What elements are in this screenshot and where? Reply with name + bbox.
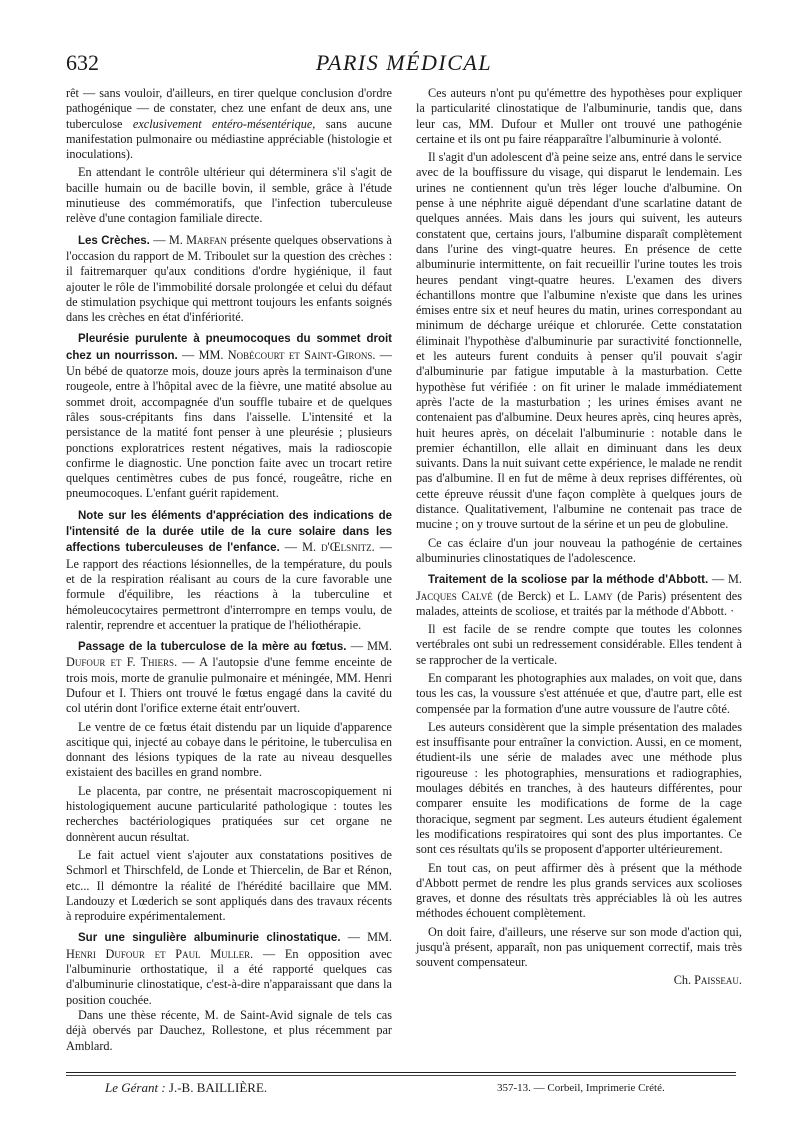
section-albuminurie [66, 930, 392, 1007]
paragraph: Dans une thèse récente, M. de Saint-Avid signale de tels cas déjà obervés par Dauchez, Rollestone, et plus récemment par Amblard. [66, 1007, 392, 1053]
author-name: Dufour et F. Thiers [66, 655, 175, 670]
section-title: Note sur les éléments d'appréciation des indications de l'intensité de la durée utile de la cure solaire dans les affections tuberculeuses de l'enfance. [66, 509, 392, 555]
paragraph: Il s'agit d'un adolescent d'à peine seize ans, entré dans le service avec de la bouffissure du visage, qui disparut le lendemain. Les urines ne contiennent qu'un très léger louche d'albumine. On pense à une néphrite aiguë dépendant d'une scarlatine datant de quelques années. Mais dans les jours qui suivent, les auteurs constatent que, certains jours, l'albumine disparaît complètement dans l'urine des vingt-quatre heures. En présence de cette albuminurie intermittente, on fait recueillir l'urine toutes les trois heures pendant vingt-quatre heures. L'examen des divers échantillons montre que l'albumine n'existe que dans les urines émises entre six et neuf heures du matin, urines correspondant au minimum de décharge uréique et chlorurée. Cette constatation éliminait l'hypothèse d'albuminurie par suractivité fonctionnelle, et les auteurs furent conduits à penser qu'il pouvait s'agir d'albuminurie par fatigue imputable à la masturbation. Cette hypothèse fut vérifiée : on fit uriner le malade immédiatement après l'acte de la masturbation ; les urines émises avant ne contenaient pas d'albumine. Deux heures après, cinq heures après, huit heures après, on décelait l'albuminurie : notable dans le premier échantillon, elle allait en diminuant dans les deux suivants. Dans la nuit suivant cette expérience, le malade ne rendit pas d'albumine. Il en fut de même à deux reprises différentes, où cette épreuve réussit d'une façon complète à quelques jours de distance. Qualitativement, l'albumine ne contenait pas trace de mucine ; on y trouve surtout de la sérine et un peu de globuline. [416, 150, 742, 532]
signature-prefix: Ch. [673, 972, 695, 987]
author-name: Nobécourt et Saint-Girons [227, 347, 373, 362]
paragraph: Ces auteurs n'ont pu qu'émettre des hypothèses pour expliquer la particularité clinostatique de l'albuminurie, tandis que, dans leur cas, MM. Dufour et Muller ont trouvé une pathogénie certaine et ils ont pu faire réapparaître l'albuminurie à volonté. [416, 86, 742, 146]
footer-printer: 357-13. — Corbeil, Imprimerie Crété. [497, 1082, 665, 1094]
author-name: Jacques Calvé [416, 588, 493, 603]
paragraph: Le fait actuel vient s'ajouter aux constatations positives de Schmorl et Thirschfeld, de Londe et Thiercelin, de Bar et Rénon, etc... Il démontre la réalité de l'hérédité bacillaire que MM. Landouzy et Lœderich se sont appliqués dans des travaux récents à reproduire expérimentalement. [66, 847, 392, 924]
section-note-cure-solaire [66, 508, 392, 633]
left-column [66, 86, 392, 1054]
section-title: Sur une singulière albuminurie clinostatique. [78, 932, 341, 945]
text-run: (de Paris) présentent des malades, atteints de scoliose, et traités par la méthode d'Abbott. · [416, 588, 743, 618]
text-run: . — Le rapport des réactions lésionnelles, de la température, du pouls et de la respiration réalisant au cours de la cure favorable une formule d'équilibre, les réactions à la tuberculine et hémoleucocytaires permettront d'interrompre en temps voulu, de ralentir, reprendre et accentuer la pratique de l'héliothérapie. [66, 540, 392, 632]
author-name: Marfan [186, 232, 227, 247]
footer-rule [66, 1072, 736, 1073]
text-run: — MM. [346, 639, 392, 654]
author-name: Lamy [584, 588, 613, 603]
text-run: présente quelques observations à l'occasion du rapport de M. Triboulet sur la question des crèches : il faitremarquer qu'aux conditions d'ordre hygiénique, il faut ajouter le rôle de l'immobilité dorsale prolongée et celui du défaut de stimulation psychique qui mettront toujours les enfants soignés dans les crèches en état d'infériorité. [66, 232, 392, 325]
section-pleuresie [66, 331, 392, 501]
text-run: sans aucune manifestation pulmonaire ou médiastine appréciable (histologie et inoculations). [66, 116, 392, 162]
section-title: Pleurésie purulente à pneumocoques du sommet droit chez un nourrisson. [66, 333, 392, 362]
page-number: 632 [66, 50, 99, 75]
section-scoliose [416, 572, 742, 619]
text-run: — MM. [177, 347, 228, 362]
paragraph: En attendant le contrôle ultérieur qui déterminera s'il s'agit de bacille humain ou de bacille bovin, il semble, grâce à l'étude minutieuse des commémoratifs, que l'infection tuberculeuse relève d'une contagion familiale directe. [66, 165, 392, 226]
footer-gerant [105, 1080, 267, 1096]
paragraph: Le placenta, par contre, ne présentait macroscopiquement ni histologiquement aucune particularité pathologique : toutes les recherches bactériologiques pratiquées sur cet organe ne donnèrent aucun résultat. [66, 783, 392, 844]
paragraph: Le ventre de ce fœtus était distendu par un liquide d'apparence ascitique qui, injecté au cobaye dans le péritoine, le tuberculisa en donnant des lésions typiques de la rate au niveau desquelles existaient des bacilles en grand nombre. [66, 719, 392, 780]
signature-name: Paisseau. [694, 972, 742, 987]
text-run: (de Berck) et L. [492, 588, 585, 603]
text-run: . — Un bébé de quatorze mois, douze jours après la terminaison d'une rougeole, entre à l'hôpital avec de la fièvre, une matité absolue au sommet droit, accompagnée d'un souffle tubaire et de quelques râles sous-crépitants fins dans l'aisselle. L'intensité et la persistance de la matité font penser à une pleurésie ; plusieurs ponctions exploratrices restent négatives, mais la radioscopie confirme le diagnostic. Une ponction faite avec un trocart retire quelques centimètres cubes de pus foncé, rougeâtre, riche en pneumocoques. L'enfant guérit rapidement. [66, 347, 392, 501]
paragraph: En comparant les photographies aux malades, on voit que, dans tous les cas, la voussure s'est atténuée et que, d'autre part, elle est compensée par la formation d'une autre voussure de l'autre côté. [416, 670, 742, 716]
right-column [416, 86, 742, 988]
emphasis-text: exclusivement entéro-mésentérique, [132, 116, 316, 131]
paragraph: Il est facile de se rendre compte que toutes les colonnes vertébrales ont subi un redressement considérable. Elles tendent à se rapprocher de la verticale. [416, 622, 742, 667]
text-run: rêt — sans vouloir, d'ailleurs, en tirer quelque conclusion d'ordre pathogénique — de constater, chez une enfant de deux ans, une tuberculose [66, 86, 392, 131]
footer-rule-thin [66, 1075, 736, 1076]
text-run: — M. [708, 572, 742, 587]
paragraph: On doit faire, d'ailleurs, une réserve sur son mode d'action qui, jusqu'à présent, apparaît, non pas uniquement correctif, mais très souvent compensateur. [416, 924, 742, 970]
text-run: — MM. [340, 930, 392, 945]
section-title: Les Crèches. [78, 234, 150, 247]
gerant-label: Le Gérant : [105, 1080, 166, 1095]
text-run: — M. [149, 232, 187, 247]
author-name: Henri Dufour et Paul Muller [66, 946, 251, 961]
page-header [66, 50, 742, 80]
signature [416, 973, 742, 988]
intro-paragraph [66, 86, 392, 162]
author-name: d'Œlsnitz [321, 540, 372, 555]
paragraph: Ce cas éclaire d'un jour nouveau la pathogénie de certaines albuminuries clinostatiques de l'adolescence. [416, 535, 742, 565]
journal-title: PARIS MÉDICAL [315, 50, 493, 75]
paragraph: Les auteurs considèrent que la simple présentation des malades est insuffisante pour entraîner la conviction. Aussi, en ce moment, étudient-ils une série de malades avec une méthode plus rigoureuse : les photographies, mensurations et radiographies, moulages débités en tranches, à des hauteurs différentes, pour comparer ensuite les modifications de forme de la cage thoracique, segment par segment. Les auteurs étudient également les modifications respiratoires qui sont des plus importantes. Ce sont ces résultats qu'ils se proposent d'apporter ultérieurement. [416, 719, 742, 857]
text-run: — M. [279, 540, 322, 555]
paragraph: En tout cas, on peut affirmer dès à présent que la méthode d'Abbott permet de rendre les plus grands services aux scolioses graves, et donne des résultats très appréciables là où les autres méthodes échouent complètement. [416, 860, 742, 921]
text-run: . — A l'autopsie d'une femme enceinte de trois mois, morte de granulie pulmonaire et méningée, MM. Henri Dufour et I. Thiers ont trouvé le fœtus engagé dans la cavité du col utérin dont l'orifice externe était entr'ouvert. [66, 655, 392, 716]
gerant-name: J.-B. BAILLIÈRE. [165, 1080, 268, 1095]
text-run: . — En opposition avec l'albuminurie orthostatique, il a été rapporté quelques cas d'albuminurie clinostatique, c'est-à-dire n'apparaissant que dans la position couchée. [66, 946, 392, 1007]
section-title: Passage de la tuberculose de la mère au fœtus. [78, 641, 347, 654]
section-creches [66, 233, 392, 326]
section-passage-tuberculose [66, 639, 392, 716]
section-title: Traitement de la scoliose par la méthode d'Abbott. [428, 574, 709, 587]
